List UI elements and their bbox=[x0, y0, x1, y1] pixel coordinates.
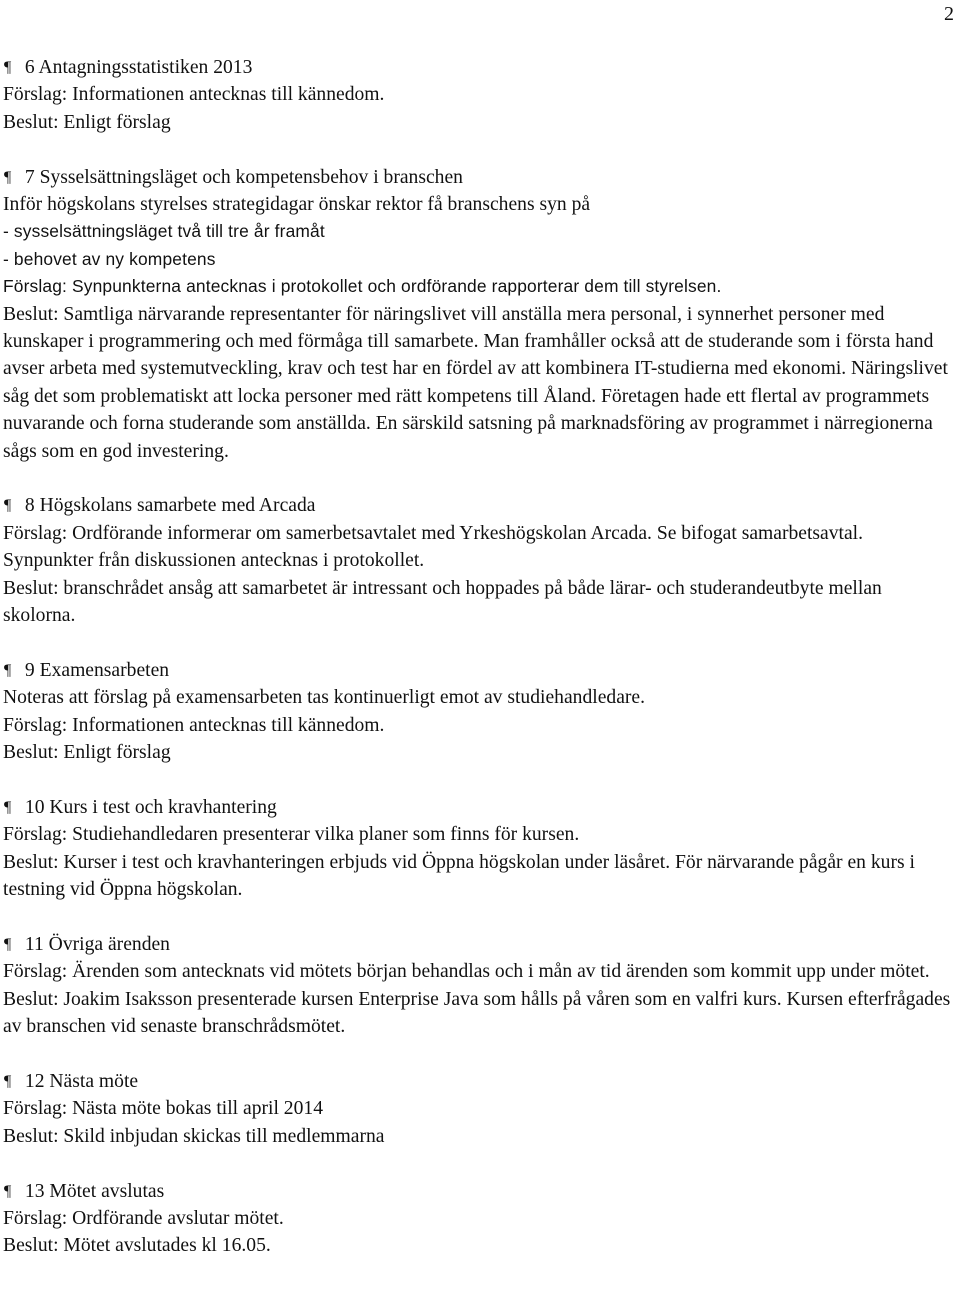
intro-line: Inför högskolans styrelses strategidagar önskar rektor få branschens syn på bbox=[3, 194, 591, 216]
pilcrow-icon: ¶ bbox=[4, 168, 12, 186]
section-8 bbox=[3, 492, 953, 629]
forslag-line: Förslag: Ordförande avslutar mötet. bbox=[3, 1207, 284, 1229]
pilcrow-icon: ¶ bbox=[4, 661, 12, 679]
section-11 bbox=[3, 931, 953, 1041]
section-heading-text: 6 Antagningsstatistiken 2013 bbox=[24, 57, 253, 78]
forslag-line: Förslag: Synpunkterna antecknas i protokollet och ordförande rapporterar dem till styrelsen. bbox=[3, 276, 722, 297]
page-number: 2 bbox=[944, 3, 954, 25]
section-heading bbox=[3, 1068, 953, 1095]
forslag-paragraph: Förslag: Ordförande informerar om samerbetsavtalet med Yrkeshögskolan Arcada. Se bifogat samarbetsavtal. Synpunkter från diskussionen antecknas i protokollet. bbox=[3, 522, 864, 572]
forslag-line: Förslag: Informationen antecknas till kännedom. bbox=[3, 714, 385, 736]
forslag-line: Förslag: Studiehandledaren presenterar vilka planer som finns för kursen. bbox=[3, 824, 580, 846]
section-6 bbox=[3, 54, 953, 136]
section-heading bbox=[3, 657, 953, 684]
section-heading-text: 8 Högskolans samarbete med Arcada bbox=[24, 495, 316, 517]
beslut-line: Beslut: Enligt förslag bbox=[3, 742, 171, 764]
beslut-line: Beslut: Mötet avslutades kl 16.05. bbox=[3, 1235, 271, 1257]
section-heading bbox=[3, 794, 953, 821]
list-item: - behovet av ny kompetens bbox=[3, 248, 216, 269]
forslag-paragraph: Förslag: Ärenden som antecknats vid mötets början behandlas och i mån av tid ärenden som kommit upp under mötet. bbox=[3, 961, 930, 983]
section-heading-text: 10 Kurs i test och kravhantering bbox=[24, 796, 277, 818]
section-heading bbox=[3, 54, 953, 81]
note-line: Noteras att förslag på examensarbeten tas kontinuerligt emot av studiehandledare. bbox=[3, 687, 646, 709]
beslut-paragraph: Beslut: Joakim Isaksson presenterade kursen Enterprise Java som hålls på våren som en valfri kurs. Kursen efterfrågades av branschen vid senaste branschrådsmötet. bbox=[3, 988, 951, 1038]
section-heading-text: 9 Examensarbeten bbox=[24, 659, 170, 681]
section-10 bbox=[3, 794, 953, 904]
beslut-paragraph: Beslut: branschrådet ansåg att samarbetet är intressant och hoppades på både lärar- och studerandeutbyte mellan skolorna. bbox=[3, 577, 882, 627]
forslag-line: Förslag: Informationen antecknas till kännedom. bbox=[3, 84, 385, 106]
beslut-line: Beslut: Skild inbjudan skickas till medlemmarna bbox=[3, 1125, 385, 1147]
beslut-line: Beslut: Enligt förslag bbox=[3, 111, 171, 133]
section-13 bbox=[3, 1178, 953, 1260]
pilcrow-icon: ¶ bbox=[4, 497, 12, 515]
beslut-paragraph: Beslut: Samtliga närvarande representanter för näringslivet vill anställa mera personal, i synnerhet personer med kunskaper i programmering och med förmåga till samarbete. Man framhåller också att de studerande som i första hand avser arbeta med systemutveckling, krav och test har en fördel av att kombinera IT-studierna med ekonomi. Näringslivet såg det som problematiskt att locka personer med rätt kompetens till Åland. Företagen hade ett flertal av programmets nuvarande och forna studerande som anställda. En särskild satsning på marknadsföring av programmet i närregionerna sågs som en god investering. bbox=[3, 303, 948, 462]
section-12 bbox=[3, 1068, 953, 1150]
section-heading bbox=[3, 931, 953, 958]
section-heading-text: 11 Övriga ärenden bbox=[24, 933, 170, 955]
pilcrow-icon: ¶ bbox=[4, 798, 12, 816]
pilcrow-icon: ¶ bbox=[4, 59, 12, 76]
section-heading bbox=[3, 1178, 953, 1205]
document-body bbox=[3, 54, 953, 1260]
section-heading-text: 7 Sysselsättningsläget och kompetensbehov i branschen bbox=[24, 166, 463, 188]
pilcrow-icon: ¶ bbox=[4, 1182, 12, 1200]
beslut-paragraph: Beslut: Kurser i test och kravhanteringen erbjuds vid Öppna högskolan under läsåret. För närvarande pågår en kurs i testning vid Öppna högskolan. bbox=[3, 851, 915, 901]
pilcrow-icon: ¶ bbox=[4, 1072, 12, 1090]
section-heading-text: 12 Nästa möte bbox=[24, 1070, 139, 1092]
pilcrow-icon: ¶ bbox=[4, 935, 12, 953]
forslag-line: Förslag: Nästa möte bokas till april 2014 bbox=[3, 1098, 323, 1120]
section-heading bbox=[3, 492, 953, 519]
section-heading bbox=[3, 164, 953, 191]
section-9 bbox=[3, 657, 953, 767]
section-heading-text: 13 Mötet avslutas bbox=[24, 1180, 165, 1202]
section-7 bbox=[3, 164, 953, 465]
list-item: - sysselsättningsläget två till tre år framåt bbox=[3, 221, 325, 242]
